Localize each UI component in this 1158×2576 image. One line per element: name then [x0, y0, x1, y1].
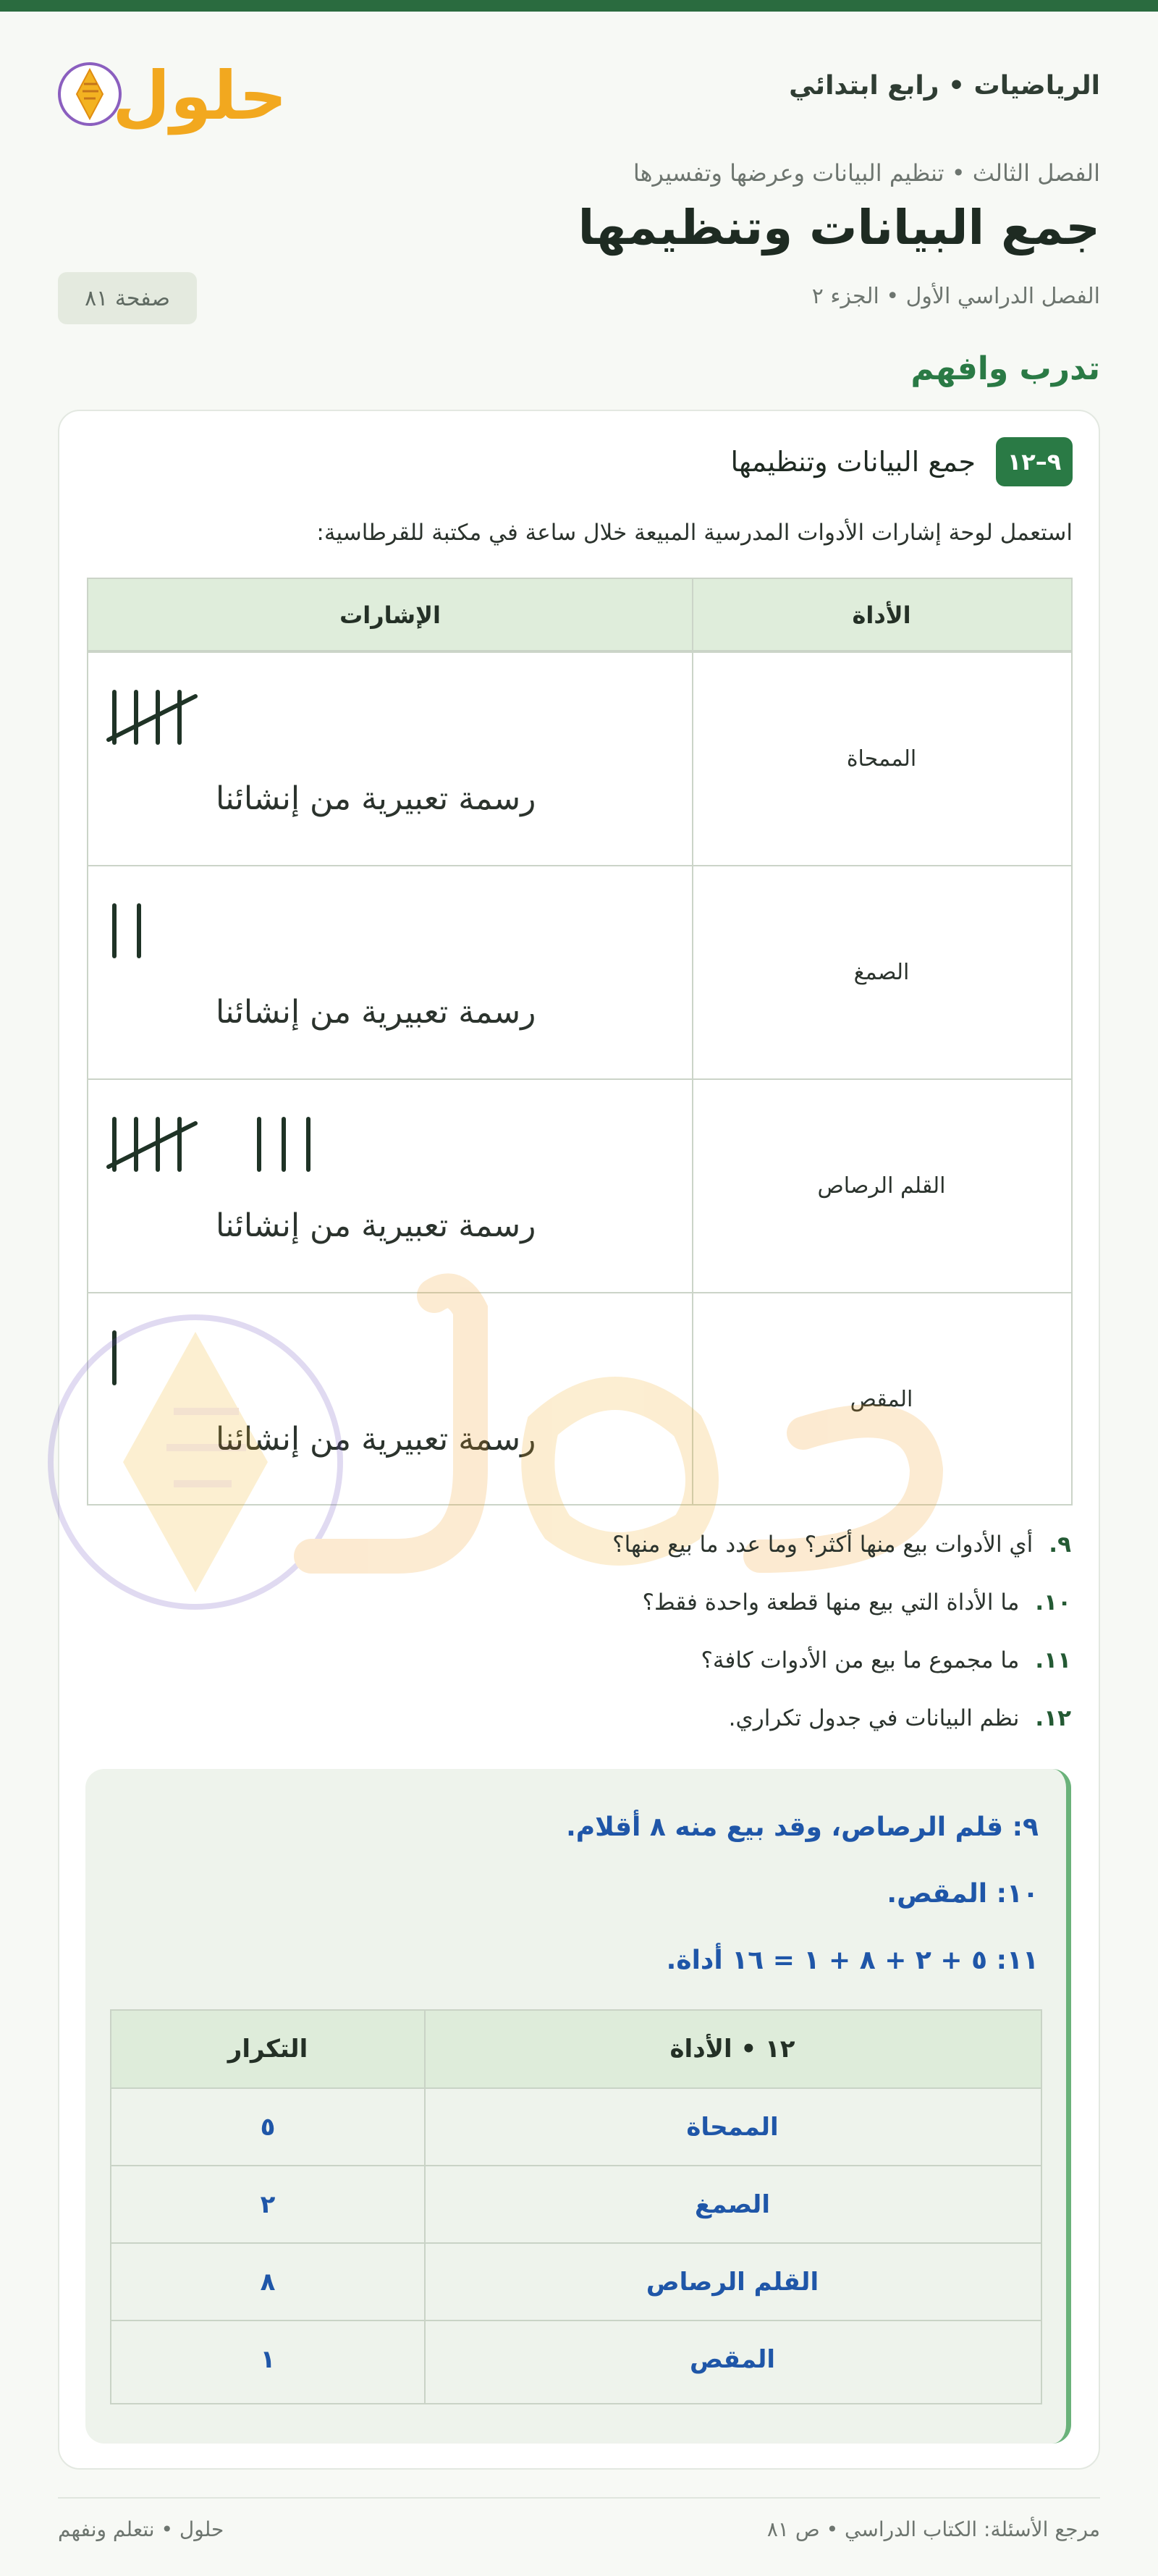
table-row [88, 651, 1071, 864]
column-divider [692, 579, 693, 1504]
lesson-range-badge: ٩–١٢ [996, 437, 1073, 486]
tool-name: الممحاة [846, 746, 917, 772]
tool-name: الصمغ [695, 2189, 770, 2219]
question-text: ما الأداة التي بيع منها قطعة واحدة فقط؟ [642, 1589, 1020, 1616]
question-10 [643, 1589, 1072, 1616]
illustration-caption: رسمة تعبيرية من إنشائنا [216, 1207, 536, 1244]
illustration-caption: رسمة تعبيرية من إنشائنا [216, 1421, 536, 1458]
tally-marks [110, 1330, 414, 1402]
tally-cross-stroke [109, 696, 195, 740]
question-11 [701, 1647, 1071, 1673]
lesson-title: جمع البيانات وتنظيمها [730, 446, 976, 478]
frequency-table-header [111, 2011, 1041, 2089]
answers-box [85, 1769, 1071, 2444]
logo-text: حلول [112, 57, 287, 135]
header-frequency: التكرار [227, 2035, 308, 2064]
question-9 [612, 1532, 1071, 1558]
table-row [111, 2242, 1041, 2320]
tally-cell [88, 653, 692, 864]
frequency-value: ١ [260, 2344, 276, 2374]
table-row [88, 1292, 1071, 1505]
tool-name: القلم الرصاص [646, 2267, 819, 2297]
tally-table-header [88, 579, 1071, 651]
question-12 [729, 1705, 1071, 1731]
footer-divider [58, 2497, 1100, 2499]
tally-marks [110, 689, 414, 761]
section-title: تدرب وافهم [910, 350, 1100, 387]
question-text: ما مجموع ما بيع من الأدوات كافة؟ [701, 1647, 1020, 1673]
header-tool: ١٢ • الأداة [669, 2035, 795, 2064]
frequency-value: ٥ [260, 2112, 276, 2142]
tally-table [87, 578, 1073, 1506]
tool-name: الصمغ [853, 959, 910, 985]
subject-grade-label: الرياضيات • رابع ابتدائي [789, 71, 1100, 101]
column-divider [424, 2011, 426, 2403]
page-number-badge: صفحة ٨١ [58, 272, 197, 324]
table-row [88, 865, 1071, 1078]
tally-cell [88, 866, 692, 1078]
page-header [58, 52, 1100, 139]
answer-9: ٩: قلم الرصاص، وقد بيع منه ٨ أقلام. [566, 1812, 1039, 1842]
illustration-caption: رسمة تعبيرية من إنشائنا [216, 994, 536, 1031]
top-accent-bar [0, 0, 1158, 12]
footer-brand: حلول • نتعلم ونفهم [58, 2517, 224, 2541]
header-tool: الأداة [852, 601, 911, 629]
tally-marks [110, 903, 414, 975]
question-number: ١٢. [1035, 1705, 1071, 1731]
table-row [111, 2087, 1041, 2165]
hulul-logo [58, 52, 287, 139]
illustration-caption: رسمة تعبيرية من إنشائنا [216, 780, 536, 817]
table-row [111, 2320, 1041, 2397]
tool-name: الممحاة [686, 2112, 779, 2142]
tool-name: المقص [850, 1386, 913, 1412]
table-row [88, 1078, 1071, 1291]
frequency-table [110, 2009, 1042, 2404]
header-marks: الإشارات [339, 601, 441, 629]
tool-name: القلم الرصاص [817, 1173, 946, 1199]
question-number: ٩. [1049, 1532, 1071, 1558]
table-row [111, 2165, 1041, 2242]
answer-10: ١٠: المقص. [887, 1879, 1039, 1909]
answer-11: ١١: ٥ + ٢ + ٨ + ١ = ١٦ أداة. [666, 1946, 1039, 1975]
tool-name: المقص [689, 2344, 776, 2374]
question-number: ١٠. [1035, 1589, 1071, 1616]
frequency-value: ٢ [260, 2189, 276, 2219]
question-text: أي الأدوات بيع منها أكثر؟ وما عدد ما بيع منها؟ [612, 1532, 1034, 1558]
question-number: ١١. [1035, 1647, 1071, 1673]
tally-cell [88, 1293, 692, 1505]
chapter-title: الفصل الثالث • تنظيم البيانات وعرضها وتفسيرها [633, 159, 1100, 187]
frequency-value: ٨ [260, 2267, 276, 2297]
tally-cell [88, 1080, 692, 1291]
exercise-intro: استعمل لوحة إشارات الأدوات المدرسية المبيعة خلال ساعة في مكتبة للقرطاسية: [316, 520, 1073, 546]
tally-marks [110, 1116, 414, 1188]
page-title: جمع البيانات وتنظيمها [578, 200, 1100, 256]
tally-cross-stroke [109, 1123, 195, 1167]
question-text: نظم البيانات في جدول تكراري. [728, 1705, 1020, 1731]
semester-info: الفصل الدراسي الأول • الجزء ٢ [811, 284, 1100, 309]
footer-source: مرجع الأسئلة: الكتاب الدراسي • ص ٨١ [766, 2517, 1100, 2541]
